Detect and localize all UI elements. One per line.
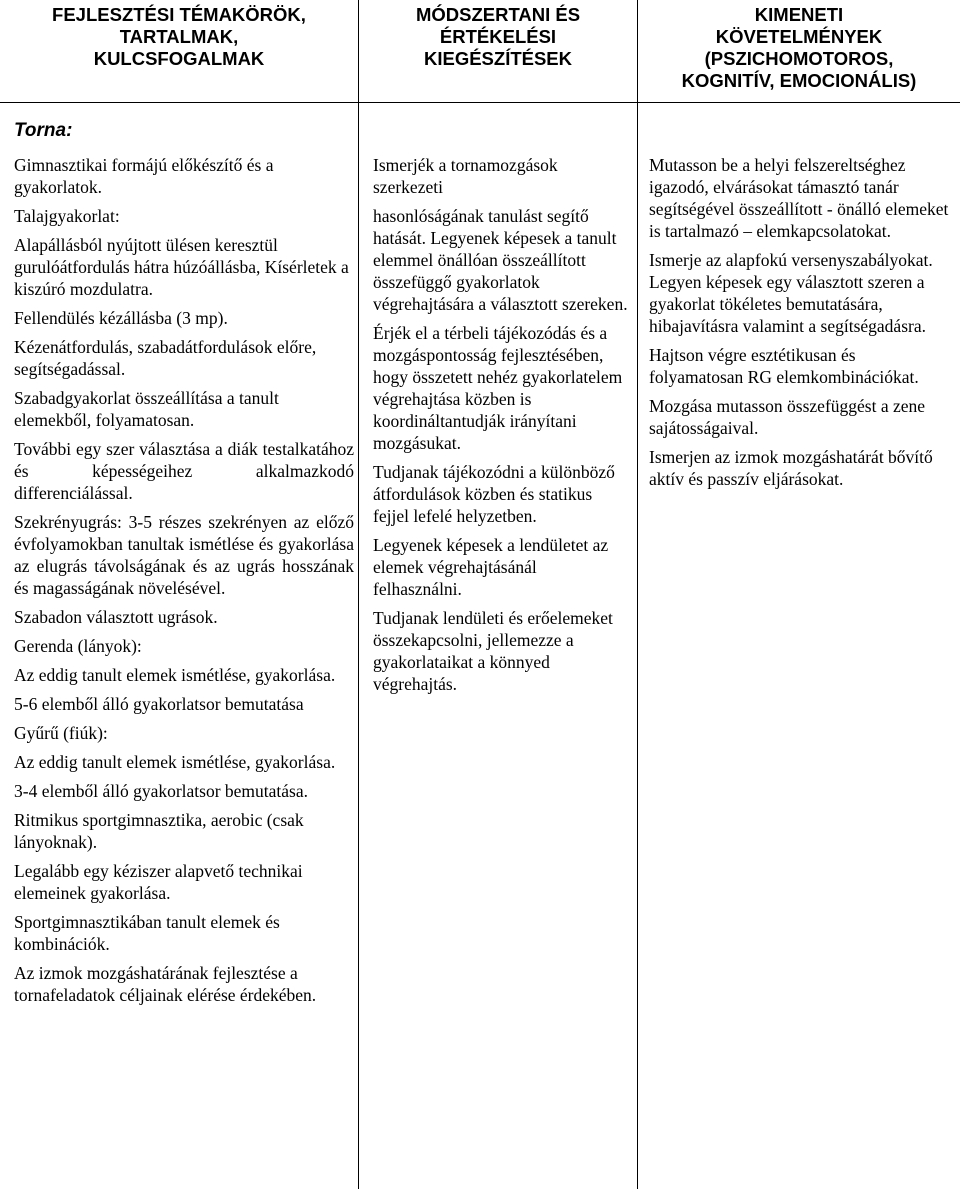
topic-paragraph: Kézenátfordulás, szabadátfordulások előre, segítségadással.: [14, 337, 317, 379]
header-topics-line: TARTALMAK,: [119, 26, 239, 47]
topic-paragraph: Az izmok mozgáshatárának fejlesztése a tornafeladatok céljainak elérése érdekében.: [14, 963, 317, 1005]
topic-paragraph: Alapállásból nyújtott ülésen keresztül gurulóátfordulás hátra húzóállásba, Kísérletek a kiszúró mozdulatra.: [14, 235, 349, 299]
methods-column: [373, 154, 628, 695]
outcome-paragraph: Hajtson végre esztétikusan és folyamatosan RG elemkombinációkat.: [649, 345, 919, 387]
method-paragraph: Ismerjék a tornamozgások szerkezeti: [373, 155, 558, 197]
header-methods-line: ÉRTÉKELÉSI: [439, 26, 557, 47]
method-paragraph: Érjék el a térbeli tájékozódás és a mozgáspontosság fejlesztésében, hogy összetett nehéz gyakorlatelem végrehajtása közben is koordináltantudják irányítani mozgásukat.: [373, 323, 623, 453]
topic-paragraph: Gyűrű (fiúk):: [14, 723, 108, 743]
method-paragraph: Tudjanak lendületi és erőelemeket összekapcsolni, jellemezze a gyakorlataikat a könnyed végrehajtás.: [373, 608, 613, 694]
column-divider-right: [637, 0, 638, 1189]
outcome-paragraph: Mozgása mutasson összefüggést a zene sajátosságaival.: [649, 396, 926, 438]
method-paragraph: Legyenek képesek a lendületet az elemek végrehajtásánál felhasználni.: [373, 535, 609, 599]
topic-paragraph: 5-6 elemből álló gyakorlatsor bemutatása: [14, 694, 304, 714]
header-bottom-rule: [0, 102, 960, 103]
method-paragraph: Tudjanak tájékozódni a különböző átfordulások közben és statikus fejjel lefelé helyzetben.: [373, 462, 615, 526]
topic-paragraph: Sportgimnasztikában tanult elemek és kombinációk.: [14, 912, 280, 954]
topic-paragraph: Legalább egy kéziszer alapvető technikai elemeinek gyakorlása.: [14, 861, 303, 903]
header-methods-line: MÓDSZERTANI ÉS: [415, 4, 581, 25]
header-methods: [359, 4, 637, 70]
header-methods-line: KIEGÉSZÍTÉSEK: [423, 48, 573, 69]
topic-paragraph: Szekrényugrás: 3-5 részes szekrényen az előző évfolyamokban tanultak ismétlése és gyakorlása az elugrás távolságának és az ugrás hosszának és magasságának növelésével.: [14, 512, 354, 598]
topic-paragraph: Szabadgyakorlat összeállítása a tanult elemekből, folyamatosan.: [14, 388, 279, 430]
topic-paragraph: Talajgyakorlat:: [14, 206, 120, 226]
topics-column: [14, 154, 354, 1006]
topic-paragraph: Az eddig tanult elemek ismétlése, gyakorlása.: [14, 665, 336, 685]
outcomes-column: [649, 154, 949, 490]
header-topics-line: FEJLESZTÉSI TÉMAKÖRÖK,: [52, 4, 306, 25]
header-topics-line: KULCSFOGALMAK: [93, 48, 265, 69]
topic-paragraph: 3-4 elemből álló gyakorlatsor bemutatása.: [14, 781, 309, 801]
header-outcomes-line: KOGNITÍV, EMOCIONÁLIS): [681, 70, 917, 91]
method-paragraph: hasonlóságának tanulást segítő hatását. Legyenek képesek a tanult elemmel önállóan összeállított összefüggő gyakorlatok végrehajtására a választott szereken.: [373, 206, 628, 314]
outcome-paragraph: Ismerjen az izmok mozgáshatárát bővítő aktív és passzív eljárásokat.: [649, 447, 933, 489]
topic-paragraph: Gimnasztikai formájú előkészítő és a gyakorlatok.: [14, 155, 274, 197]
topic-paragraph: Szabadon választott ugrások.: [14, 607, 218, 627]
topic-paragraph: Fellendülés kézállásba (3 mp).: [14, 308, 228, 328]
topic-paragraph: További egy szer választása a diák testalkatához és képességeihez alkalmazkodó differenciálással.: [14, 439, 354, 503]
header-outcomes-line: KÖVETELMÉNYEK: [715, 26, 883, 47]
topic-title: Torna:: [14, 120, 73, 141]
outcome-paragraph: Ismerje az alapfokú versenyszabályokat. Legyen képesek egy választott szeren a gyakorlat tökéletes bemutatására, hibajavításra valamint a segítségadásra.: [649, 250, 933, 336]
outcome-paragraph: Mutasson be a helyi felszereltséghez igazodó, elvárásokat támasztó tanár segítségével összeállított - önálló elemeket is tartalmazó – elemkapcsolatokat.: [649, 155, 949, 241]
topic-paragraph: Gerenda (lányok):: [14, 636, 142, 656]
topic-paragraph: Ritmikus sportgimnasztika, aerobic (csak lányoknak).: [14, 810, 304, 852]
header-outcomes: [638, 4, 960, 92]
header-outcomes-line: KIMENETI: [754, 4, 844, 25]
header-topics: [0, 4, 358, 70]
header-outcomes-line: (PSZICHOMOTOROS,: [704, 48, 894, 69]
column-divider-left: [358, 0, 359, 1189]
topic-paragraph: Az eddig tanult elemek ismétlése, gyakorlása.: [14, 752, 336, 772]
